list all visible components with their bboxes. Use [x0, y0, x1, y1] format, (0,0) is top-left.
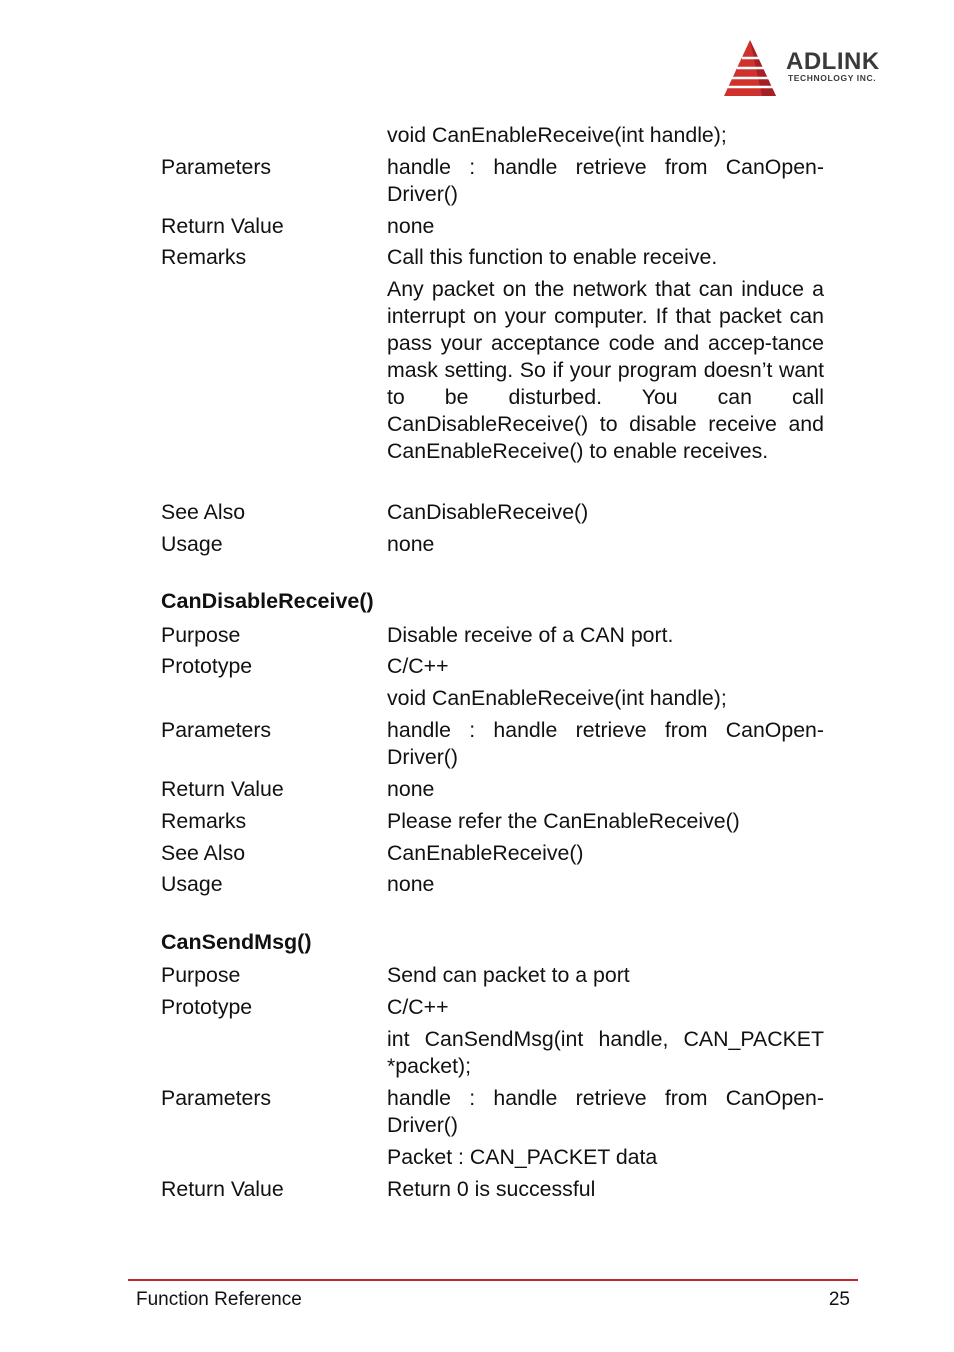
s3-prototype-value: int CanSendMsg(int handle, CAN_PACKET *packet); — [387, 1027, 824, 1078]
logo-wordmark: ADLINK — [786, 48, 880, 75]
s1-see-also-label: See Also — [161, 500, 246, 524]
s3-parameters-value-1: handle : handle retrieve from CanOpen-Driver() — [387, 1086, 824, 1137]
adlink-pyramid-icon — [722, 38, 788, 100]
s2-return-label: Return Value — [161, 777, 284, 801]
s1-parameters-label: Parameters — [161, 155, 272, 179]
s2-parameters-value: handle : handle retrieve from CanOpen-Driver() — [387, 718, 824, 769]
s3-purpose-label: Purpose — [161, 963, 241, 987]
s3-parameters-value-2: Packet : CAN_PACKET data — [387, 1145, 658, 1169]
s1-see-also-value: CanDisableReceive() — [387, 500, 589, 524]
s1-usage-value: none — [387, 532, 435, 556]
s3-purpose-value: Send can packet to a port — [387, 963, 630, 987]
s2-parameters-label: Parameters — [161, 718, 272, 742]
s2-purpose-value: Disable receive of a CAN port. — [387, 623, 674, 647]
s1-remarks-value-1: Call this function to enable receive. — [387, 245, 718, 269]
s2-remarks-label: Remarks — [161, 809, 247, 833]
s1-parameters-value: handle : handle retrieve from CanOpen-Driver() — [387, 155, 824, 206]
footer-section-title: Function Reference — [136, 1289, 302, 1310]
s2-see-also-value: CanEnableReceive() — [387, 841, 584, 865]
s2-usage-label: Usage — [161, 872, 223, 896]
footer-divider — [128, 1279, 858, 1281]
s3-heading: CanSendMsg() — [161, 930, 312, 954]
s2-remarks-value: Please refer the CanEnableReceive() — [387, 809, 740, 833]
s2-prototype-label: Prototype — [161, 654, 253, 678]
s1-remarks-label: Remarks — [161, 245, 247, 269]
s1-remarks-value-2: Any packet on the network that can induce a interrupt on your computer. If that packet can pass your acceptance code and accep-tance mask setting. So if your program doesn’t want to be disturbed. You can call CanDisableReceive() to disable receive and CanEnableReceive() to enable receives. — [387, 277, 824, 463]
s3-prototype-lang: C/C++ — [387, 995, 449, 1019]
s1-usage-label: Usage — [161, 532, 223, 556]
s1-return-label: Return Value — [161, 214, 284, 238]
s3-parameters-label: Parameters — [161, 1086, 272, 1110]
s2-prototype-lang: C/C++ — [387, 654, 449, 678]
s2-purpose-label: Purpose — [161, 623, 241, 647]
s2-usage-value: none — [387, 872, 435, 896]
s3-prototype-label: Prototype — [161, 995, 253, 1019]
s2-see-also-label: See Also — [161, 841, 246, 865]
s2-return-value: none — [387, 777, 435, 801]
logo-subtext: TECHNOLOGY INC. — [788, 73, 877, 83]
s1-return-value: none — [387, 214, 435, 238]
s1-prototype-value: void CanEnableReceive(int handle); — [387, 123, 727, 147]
s2-heading: CanDisableReceive() — [161, 589, 374, 613]
s2-prototype-value: void CanEnableReceive(int handle); — [387, 686, 727, 710]
s3-return-value: Return 0 is successful — [387, 1177, 596, 1201]
s3-return-label: Return Value — [161, 1177, 284, 1201]
page-number: 25 — [828, 1289, 850, 1310]
